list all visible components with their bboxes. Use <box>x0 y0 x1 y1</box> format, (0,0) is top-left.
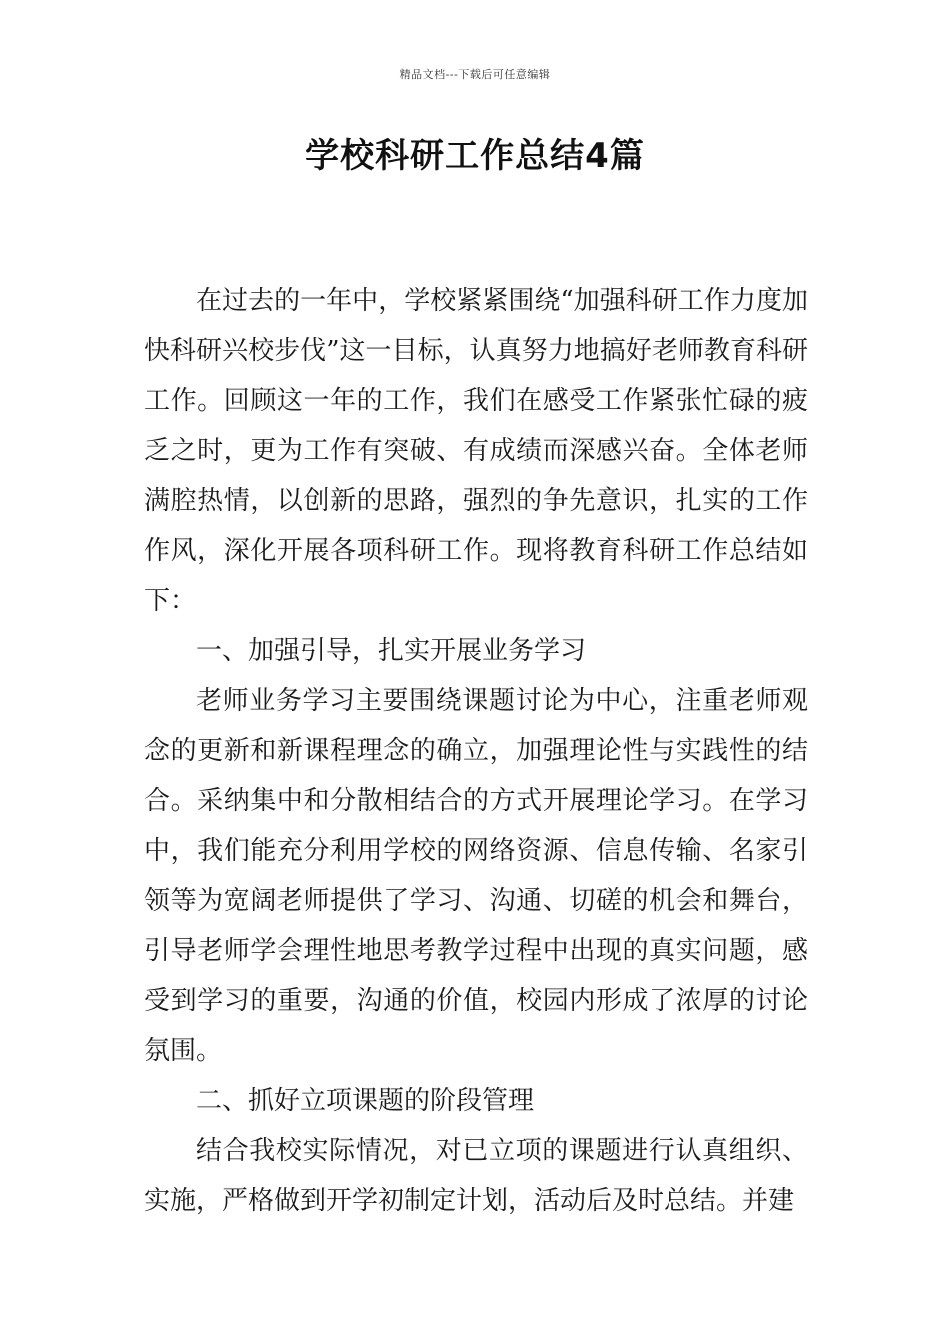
document-title: 学校科研工作总结4篇 <box>305 136 645 176</box>
header-note: 精品文档---下载后可任意编辑 <box>399 68 551 81</box>
section-1-paragraph: 老师业务学习主要围绕课题讨论为中心，注重老师观念的更新和新课程理念的确立，加强理论性与实践性的结合。采纳集中和分散相结合的方式开展理论学习。在学习中，我们能充分利用学校的网络资源、信息传输、名家引领等为宽阔老师提供了学习、沟通、切磋的机会和舞台，引导老师学会理性地思考教学过程中出现的真实问题，感受到学习的重要，沟通的价值，校园内形成了浓厚的讨论氛围。 <box>144 686 808 1066</box>
section-heading-1: 一、加强引导，扎实开展业务学习 <box>196 636 587 666</box>
section-2-paragraph: 结合我校实际情况，对已立项的课题进行认真组织、实施，严格做到开学初制定计划，活动后及时总结。并建 <box>144 1136 808 1216</box>
intro-paragraph: 在过去的一年中，学校紧紧围绕“加强科研工作力度加快科研兴校步伐”这一目标，认真努力地搞好老师教育科研工作。回顾这一年的工作，我们在感受工作紧张忙碌的疲乏之时，更为工作有突破、有成绩而深感兴奋。全体老师满腔热情，以创新的思路，强烈的争先意识，扎实的工作作风，深化开展各项科研工作。现将教育科研工作总结如下： <box>144 286 808 616</box>
document-body <box>144 276 808 1226</box>
section-heading-2: 二、抓好立项课题的阶段管理 <box>196 1086 535 1116</box>
